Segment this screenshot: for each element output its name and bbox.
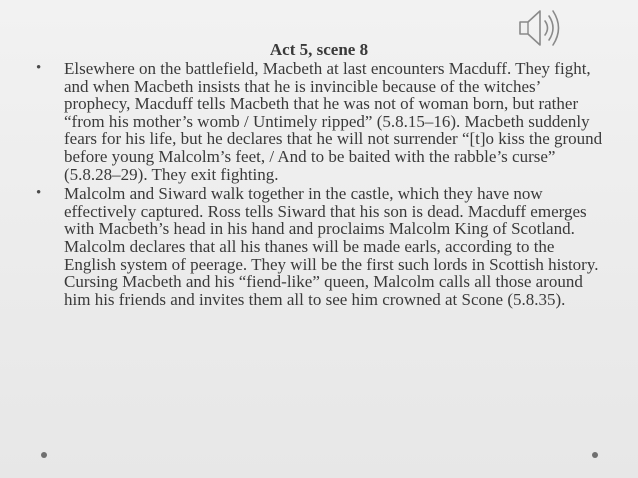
bullet-item-malcolm-siward [34,185,608,308]
sound-wave-inner [545,21,548,35]
bullet-marker: • [36,60,42,76]
footer-decoration-dot-left [41,452,47,458]
bullet-list [34,60,608,310]
footer-decoration-dot-right [592,452,598,458]
slide-title: Act 5, scene 8 [269,40,369,59]
bullet-text: Elsewhere on the battlefield, Macbeth at last encounters Macduff. They fight, and when Macbeth insists that he is invincible because of the witches’ prophecy, Macduff tells Macbeth that he was not of woman born, but rather “from his mother’s womb / Untimely ripped” (5.8.15–16). Macbeth suddenly fears for his life, but he declares that he will not surrender “[t]o kiss the ground before young Malcolm’s feet, / And to be baited with the rabble’s curse” (5.8.28–29). They exit fighting. [64,59,603,184]
bullet-text: Malcolm and Siward walk together in the castle, which they have now effectively captured. Ross tells Siward that his son is dead. Macduff emerges with Macbeth’s head in his hand and proclaims Malcolm King of Scotland. Malcolm declares that all his thanes will be made earls, according to the English system of peerage. They will be the first such lords in Scottish history. Cursing Macbeth and his “fiend-like” queen, Malcolm calls all those around him his friends and invites them all to see him crowned at Scone (5.8.35). [64,184,599,309]
sound-wave-middle [549,16,553,40]
bullet-item-macbeth-macduff [34,60,608,183]
bullet-marker: • [36,185,42,202]
